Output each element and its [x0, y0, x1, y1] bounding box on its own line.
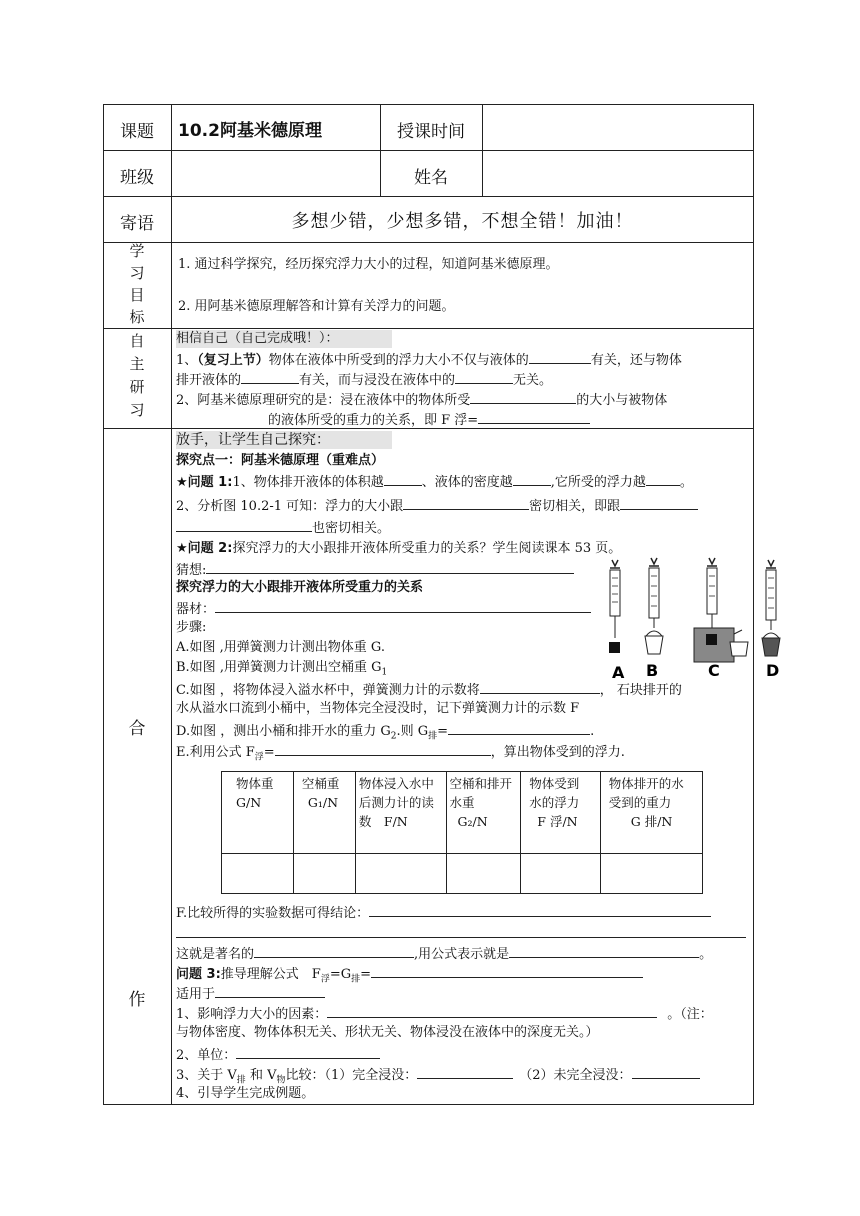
self-study-q1-line2 [176, 370, 552, 390]
blank[interactable] [478, 410, 590, 424]
table-header-row [222, 772, 703, 854]
blank[interactable] [513, 472, 551, 486]
blank[interactable] [384, 472, 422, 486]
step-e-sub: 浮 [254, 752, 264, 763]
factor2-line [176, 1045, 380, 1065]
steps-label: 步骤: [176, 620, 207, 635]
step-a: A.如图 ,用弹簧测力计测出物体重 G. [176, 640, 385, 655]
step-b [176, 659, 387, 682]
table-cell[interactable] [521, 854, 600, 894]
step-b-text: B.如图 ,用弹簧测力计测出空桶重 G [176, 660, 382, 675]
f1-a: 1、影响浮力大小的因素： [176, 1007, 328, 1022]
goals-char: 习 [129, 264, 145, 282]
table-cell[interactable] [222, 854, 294, 894]
experiment-title: 探究浮力的大小跟排开液体所受重力的关系 [176, 580, 424, 595]
step-e-b: = [263, 745, 275, 760]
problem1-line3 [176, 518, 390, 538]
spring-scale-b [645, 558, 663, 654]
experiment-table [221, 771, 703, 894]
blank[interactable] [371, 964, 643, 978]
step-b-sub: 1 [381, 667, 388, 678]
q1-prefix: 1、 [176, 353, 198, 368]
motto-text: 多想少错，少想多错，不想全错！加油！ [291, 211, 634, 232]
blank[interactable] [529, 350, 591, 364]
spring-scale-d [762, 560, 780, 656]
table-header-cell: 物体受到 水的浮力 F 浮/N [521, 772, 600, 854]
blank[interactable] [275, 742, 491, 756]
p1-c: ,它所受的浮力越 [550, 475, 646, 490]
f3-sub1: 排 [236, 1075, 246, 1086]
table-cell[interactable] [446, 854, 521, 894]
self-study-q2-line2 [268, 410, 590, 430]
guess-label: 猜想: [176, 563, 207, 578]
factor1-line [176, 1004, 713, 1024]
apply-label: 适用于 [176, 987, 216, 1002]
blank[interactable] [403, 496, 529, 510]
topic-value: 10.2阿基米德原理 [178, 121, 322, 141]
step-c-text: C.如图 ，将物体浸入溢水杯中，弹簧测力计的示数将 [176, 683, 480, 698]
figure-label-b: B [646, 661, 659, 680]
blank[interactable] [417, 1065, 513, 1079]
figure-label-c: C [708, 661, 720, 680]
famous-b: ,用公式表示就是 [414, 947, 510, 962]
name-label: 姓名 [414, 168, 448, 188]
problem1-line2 [176, 496, 698, 516]
blank[interactable] [646, 472, 680, 486]
self-study-char: 自 [129, 332, 145, 350]
blank[interactable] [632, 1065, 700, 1079]
q2-text-c: 的液体所受的重力的关系，即 F 浮= [268, 413, 479, 428]
p4-sub2: 排 [351, 974, 361, 985]
goals-char: 标 [129, 308, 145, 326]
blank[interactable] [455, 370, 513, 384]
p4-text: 推导理解公式 F [220, 967, 321, 982]
equipment-label: 器材： [176, 602, 216, 617]
step-d-a: D.如图 ，测出小桶和排开水的重力 G [176, 724, 391, 739]
step-c-text-b: ， 石块排开的 [599, 683, 682, 698]
table-header-cell: 物体排开的水 受到的重力 G 排/N [600, 772, 702, 854]
problem2-text: 探究浮力的大小跟排开液体所受重力的关系？学生阅读课本 53 页。 [232, 541, 622, 556]
q1-text-e: 无关。 [513, 373, 553, 388]
q1-text-b: 有关，还与物体 [590, 353, 682, 368]
table-cell[interactable] [293, 854, 355, 894]
problem2-line [176, 540, 621, 558]
conclusion-line [176, 903, 711, 923]
factor4-line: 4、引导学生完成例题。 [176, 1086, 315, 1101]
apparatus-figure [598, 556, 788, 684]
blank[interactable] [369, 903, 711, 917]
f3-a: 3、关于 V [176, 1068, 237, 1083]
p2-b: 密切相关，即跟 [529, 499, 621, 514]
p2-c: 也密切相关。 [312, 521, 391, 536]
step-c-line2: 水从溢水口流到小桶中，当物体完全浸没时，记下弹簧测力计的示数 F [176, 701, 580, 716]
cooperate-label-top: 合 [128, 719, 146, 739]
step-e-c: ，算出物体受到的浮力. [490, 745, 625, 760]
time-label: 授课时间 [397, 122, 465, 142]
step-d-sub2: 排 [428, 731, 438, 742]
problem3-star: 问题 3: [176, 967, 221, 982]
cooperate-label-bottom: 作 [128, 990, 146, 1010]
figure-label-d: D [766, 661, 780, 680]
blank[interactable] [470, 390, 576, 404]
f3-b: 和 V [245, 1068, 277, 1083]
f1-b: 。（注： [667, 1007, 713, 1022]
class-label: 班级 [120, 168, 154, 188]
blank[interactable] [215, 984, 325, 998]
p1-b: 、液体的密度越 [421, 475, 513, 490]
q1-text-a: 物体在液体中所受到的浮力大小不仅与液体的 [268, 353, 529, 368]
goals-char: 学 [129, 242, 145, 260]
conclusion-blank-line[interactable] [176, 937, 746, 938]
problem1-line1 [176, 472, 693, 492]
table-header-cell: 空桶重 G₁/N [293, 772, 355, 854]
blank[interactable] [215, 599, 591, 613]
problem1-star: ★问题 1: [176, 475, 233, 490]
goal-item-1: 1. 通过科学探究，经历探究浮力大小的过程，知道阿基米德原理。 [178, 257, 559, 272]
step-d-sub: 2 [390, 731, 397, 742]
blank[interactable] [327, 1004, 657, 1018]
self-study-char: 主 [129, 355, 145, 373]
step-d-c: = [437, 724, 449, 739]
self-study-q1-line1 [176, 350, 682, 370]
f2-label: 2、单位： [176, 1048, 237, 1063]
problem2-star: ★问题 2: [176, 541, 233, 556]
table-cell[interactable] [355, 854, 446, 894]
step-e-a: E.利用公式 F [176, 745, 255, 760]
conclusion-label: F.比较所得的实验数据可得结论： [176, 906, 370, 921]
p1-a: 1、物体排开液体的体积越 [232, 475, 384, 490]
q1-bold: （复习上节） [197, 353, 269, 368]
cooperate-heading: 放手，让学生自己探究： [176, 431, 392, 449]
equipment-line [176, 599, 591, 619]
goals-char: 目 [129, 286, 145, 304]
blank[interactable] [480, 680, 600, 694]
f3-sub2: 物 [276, 1075, 286, 1086]
p4-end: = [360, 967, 372, 982]
blank[interactable] [254, 944, 414, 958]
blank[interactable] [620, 496, 698, 510]
famous-line [176, 944, 712, 964]
motto-label: 寄语 [120, 214, 154, 234]
blank[interactable] [176, 518, 312, 532]
f3-c: 比较：（1）完全浸没： [285, 1068, 418, 1083]
p2-a: 2、分析图 10.2-1 可知：浮力的大小跟 [176, 499, 404, 514]
self-study-heading: 相信自己（自己完成哦！）： [176, 330, 392, 348]
blank[interactable] [448, 721, 590, 735]
p4-mid: =G [329, 967, 352, 982]
table-cell[interactable] [600, 854, 702, 894]
blank[interactable] [241, 370, 299, 384]
p4-sub1: 浮 [320, 974, 330, 985]
goal-item-2: 2. 用阿基米德原理解答和计算有关浮力的问题。 [178, 299, 455, 314]
q1-text-c: 排开液体的 [176, 373, 242, 388]
famous-a: 这就是著名的 [176, 947, 255, 962]
famous-c: 。 [699, 947, 713, 962]
topic-label: 课题 [120, 122, 154, 142]
blank[interactable] [206, 560, 574, 574]
q1-text-d: 有关，而与浸没在液体中的 [299, 373, 456, 388]
q2-text-b: 的大小与被物体 [576, 393, 668, 408]
guess-line [176, 560, 574, 580]
spring-scale-c [694, 558, 748, 662]
step-d-end: . [590, 724, 595, 739]
table-header-cell: 物体浸入水中 后测力计的读 数 F/N [355, 772, 446, 854]
table-header-cell: 物体重 G/N [222, 772, 294, 854]
step-d-b: .则 G [396, 724, 429, 739]
figure-label-a: A [612, 663, 625, 682]
spring-scale-a [609, 560, 620, 653]
point1-title: 探究点一：阿基米德原理（重难点） [176, 453, 385, 468]
p1-d: 。 [679, 475, 693, 490]
table-header-cell: 空桶和排开 水重 G₂/N [446, 772, 521, 854]
step-e [176, 742, 625, 767]
factor1-note: 与物体密度、物体体积无关、形状无关、物体浸没在液体中的深度无关。） [176, 1025, 599, 1040]
q2-text-a: 2、阿基米德原理研究的是：浸在液体中的物体所受 [176, 393, 471, 408]
self-study-q2-line1 [176, 390, 667, 410]
f3-d: （2）未完全浸没： [519, 1068, 632, 1083]
blank[interactable] [236, 1045, 380, 1059]
apply-line [176, 984, 325, 1004]
table-row [222, 854, 703, 894]
blank[interactable] [509, 944, 699, 958]
self-study-char: 习 [129, 401, 145, 419]
self-study-char: 研 [129, 378, 145, 396]
